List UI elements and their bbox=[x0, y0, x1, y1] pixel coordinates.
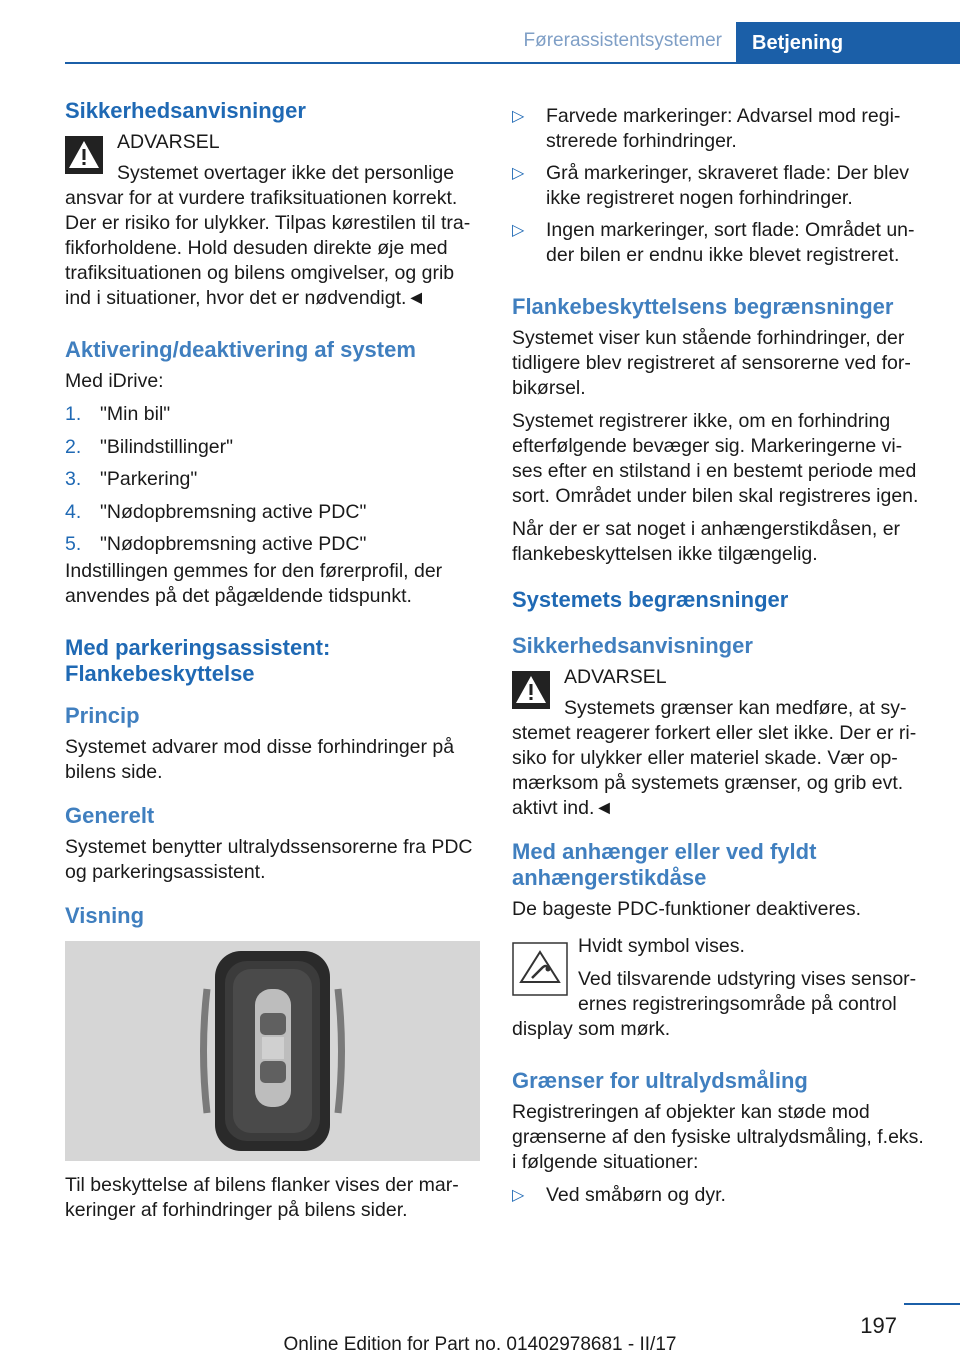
generelt-text: Systemet benytter ultralydssensorerne fra PDC og parkeringsassistent. bbox=[65, 835, 473, 883]
figure-caption: Til beskyttelse af bilens flanker vises der mar‐keringer af forhindringer på bilens sider. bbox=[65, 1173, 459, 1221]
list-item: ▷ Grå markeringer, skraveret flade: Der blev ikke registreret nogen forhindringer. bbox=[512, 162, 910, 209]
princip-text: Systemet advarer mod disse forhindringer på bilens side. bbox=[65, 735, 455, 783]
heading-generelt: Generelt bbox=[65, 802, 155, 828]
ultrasound-text: Registreringen af objekter kan støde mod grænserne af den fysiske ultralydsmåling, f.eks. i følgende situationer: bbox=[512, 1101, 924, 1173]
heading-princip: Princip bbox=[65, 702, 140, 728]
bullet-triangle-icon: ▷ bbox=[512, 222, 525, 239]
page-number-rule bbox=[904, 1303, 960, 1305]
list-item: 4. "Nødopbremsning active PDC" bbox=[65, 500, 367, 523]
heading-system-limits: Systemets begrænsninger bbox=[512, 587, 789, 612]
warning-text-2: Systemets grænser kan medføre, at sy‐stemet reagerer forkert eller slet ikke. Der er ri‐siko for ulykker eller materiel skade. Vær op‐mærksom på systemets grænser, og grib evt. aktivt ind.◄ bbox=[512, 697, 917, 819]
list-item: ▷ Farvede markeringer: Advarsel mod regi‐strerede forhindringer. bbox=[512, 105, 901, 152]
page-number: 197 bbox=[860, 1313, 897, 1338]
saved-text: Indstillingen gemmes for den førerprofil, der anvendes på det pågældende tidspunkt. bbox=[65, 559, 443, 607]
car-topview-icon bbox=[65, 941, 480, 1161]
limits-text-3: Når der er sat noget i anhængerstikdåsen, er flankebeskyttelsen ikke tilgængelig. bbox=[512, 518, 901, 565]
list-item: 2. "Bilindstillinger" bbox=[65, 435, 234, 458]
left-column bbox=[65, 98, 482, 1231]
heading-safety: Sikkerhedsanvisninger bbox=[65, 98, 306, 123]
trailer-note bbox=[512, 934, 930, 1042]
warning-box-2 bbox=[512, 665, 930, 821]
bullet-triangle-icon: ▷ bbox=[512, 108, 525, 125]
note-text-2: Ved tilsvarende udstyring vises sensor‐ernes registreringsområde på control display som mørk. bbox=[512, 968, 917, 1040]
list-item: 1. "Min bil" bbox=[65, 403, 171, 425]
list-item: ▷ Ved småbørn og dyr. bbox=[512, 1184, 726, 1206]
limits-text-2: Systemet registrerer ikke, om en forhindring efterfølgende bevæger sig. Markeringerne vi‐ses efter en stilstand i en bestemt periode med sort. Området under bilen skal registreres igen. bbox=[512, 410, 919, 507]
warning-text: Systemet overtager ikke det personlige ansvar for at vurdere trafiksituationen korrekt. Der er risiko for ulykker. Tilpas kørestilen til tra‐fikforholdene. Hold desuden direkte øje med trafiksituationen og bilens omgivelser, og grib ind i situationer, hvor det er nødvendigt.◄ bbox=[65, 162, 471, 309]
steps-list bbox=[65, 402, 482, 557]
bullet-triangle-icon: ▷ bbox=[512, 165, 525, 182]
bullet-triangle-icon: ▷ bbox=[512, 1187, 525, 1204]
trailer-text: De bageste PDC-funktioner deaktiveres. bbox=[512, 898, 862, 920]
heading-trailer: Med anhænger eller ved fyldt anhængerstikdåse bbox=[512, 839, 817, 890]
footer-edition: Online Edition for Part no. 01402978681 - II/17 bbox=[283, 1334, 677, 1355]
header-tab: Betjening bbox=[736, 22, 960, 64]
heading-ultrasound: Grænser for ultralydsmåling bbox=[512, 1068, 808, 1093]
list-item: 5. "Nødopbremsning active PDC" bbox=[65, 533, 367, 555]
list-item: 3. "Parkering" bbox=[65, 468, 198, 490]
heading-visning: Visning bbox=[65, 902, 145, 928]
warning-triangle-icon bbox=[65, 136, 103, 174]
list-item: ▷ Ingen markeringer, sort flade: Området un‐der bilen er endnu ikke blevet registreret. bbox=[512, 219, 915, 266]
heading-park: Med parkeringsassistent: Flankebeskyttelse bbox=[65, 634, 331, 686]
heading-activation: Aktivering/deaktivering af system bbox=[65, 337, 416, 362]
idrive-label: Med iDrive: bbox=[65, 370, 164, 392]
note-text-1: Hvidt symbol vises. bbox=[578, 935, 745, 957]
header-section-title: Førerassistentsystemer bbox=[523, 30, 722, 51]
warning-label-2: ADVARSEL bbox=[564, 666, 667, 688]
limits-text-1: Systemet viser kun stående forhindringer, der tidligere blev registreret af sensorerne ved for‐bikørsel. bbox=[512, 327, 911, 399]
header-rule bbox=[65, 62, 960, 64]
heading-safety-2: Sikkerhedsanvisninger bbox=[512, 633, 753, 658]
trailer-hitch-icon bbox=[512, 942, 568, 996]
marking-list bbox=[512, 104, 930, 268]
warning-label: ADVARSEL bbox=[117, 131, 220, 153]
right-column bbox=[512, 104, 930, 1218]
heading-limits: Flankebeskyttelsens begrænsninger bbox=[512, 294, 894, 319]
situations-list bbox=[512, 1183, 930, 1208]
flank-protection-display-image bbox=[65, 941, 480, 1161]
warning-triangle-icon bbox=[512, 671, 550, 709]
warning-box bbox=[65, 130, 482, 311]
